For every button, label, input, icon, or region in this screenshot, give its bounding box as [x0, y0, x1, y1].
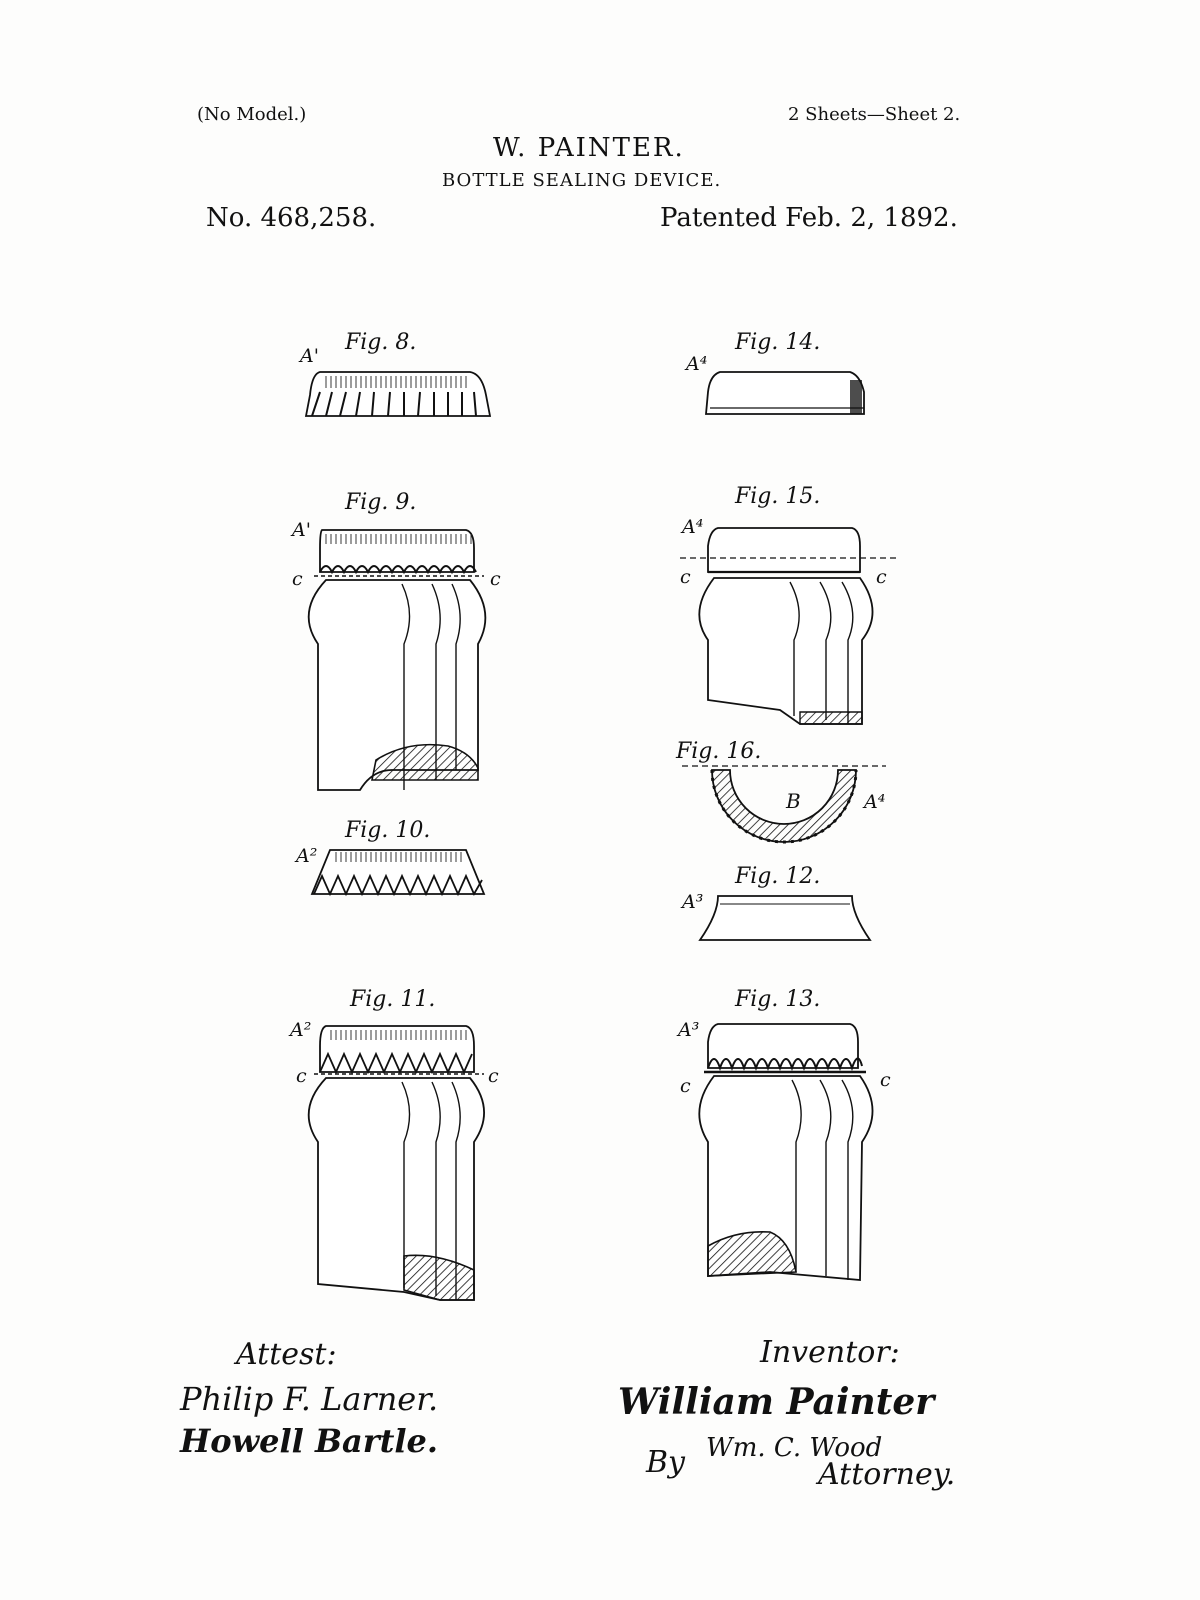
fig10-ref: A²: [296, 845, 318, 867]
fig12-label: Fig. 12.: [735, 864, 821, 889]
fig15-ref-cap: A⁴: [682, 516, 704, 538]
cap-shading: [328, 1030, 470, 1040]
signature-block: [179, 1335, 955, 1492]
fig13-label: Fig. 13.: [735, 987, 821, 1012]
fig11-ref-c-left: c: [296, 1065, 307, 1087]
sheet-count: 2 Sheets—Sheet 2.: [788, 104, 961, 125]
fig15-label: Fig. 15.: [735, 484, 821, 509]
fig14-ref: A⁴: [686, 353, 708, 375]
patent-number: No. 468,258.: [206, 203, 377, 233]
figure-9: [290, 490, 501, 790]
figure-12: [680, 864, 870, 940]
figure-14: [684, 330, 864, 414]
figure-13: [676, 987, 891, 1280]
broken-section: [800, 712, 862, 724]
figure-10: [294, 818, 484, 894]
attorney-signature: Wm. C. Wood: [706, 1433, 883, 1463]
fig9-ref-cap: A': [292, 519, 311, 541]
invention-title: BOTTLE SEALING DEVICE.: [442, 170, 722, 191]
inventor-heading: W. PAINTER.: [493, 133, 685, 163]
witness-signature-2: Howell Bartle.: [180, 1422, 439, 1460]
fig9-label: Fig. 9.: [345, 490, 417, 515]
fig16-label: Fig. 16.: [676, 739, 762, 764]
cap-fig15: [708, 528, 860, 572]
patent-date: Patented Feb. 2, 1892.: [660, 203, 958, 233]
fig11-ref-cap: A²: [290, 1019, 312, 1041]
fig10-label: Fig. 10.: [345, 818, 431, 843]
fig8-label: Fig. 8.: [345, 330, 417, 355]
fig12-ref: A³: [682, 891, 704, 913]
inventor-signature: William Painter: [618, 1381, 935, 1423]
cap-blank-fig12: [700, 896, 870, 940]
fig13-ref-cap: A³: [678, 1019, 700, 1041]
fig8-ref: A': [300, 345, 319, 367]
fig13-ref-c-left: c: [680, 1075, 691, 1097]
fig15-ref-c-right: c: [876, 566, 887, 588]
fig14-label: Fig. 14.: [735, 330, 821, 355]
figure-16: [675, 739, 886, 842]
by-label: By: [646, 1445, 685, 1480]
attorney-label: Attorney.: [818, 1457, 956, 1492]
figure-11: [288, 987, 499, 1300]
cap-shading: [322, 376, 470, 388]
fig16-ref-cap: A⁴: [864, 791, 886, 813]
fig15-ref-c-left: c: [680, 566, 691, 588]
cap-shadow: [850, 380, 862, 414]
figure-8: [298, 330, 490, 416]
fig9-ref-c-right: c: [490, 568, 501, 590]
no-model-label: (No Model.): [197, 104, 307, 125]
fig11-label: Fig. 11.: [350, 987, 436, 1012]
figure-15: [680, 484, 896, 724]
bottle-neck-fig15: [699, 578, 872, 724]
fig11-ref-c-right: c: [488, 1065, 499, 1087]
fig16-ref-b: B: [786, 789, 801, 813]
cap-shading: [332, 852, 464, 862]
fig13-ref-c-right: c: [880, 1069, 891, 1091]
inventor-label: Inventor:: [760, 1335, 900, 1370]
cap-cross-section: [712, 770, 856, 842]
fig9-ref-c-left: c: [292, 568, 303, 590]
attest-label: Attest:: [236, 1337, 337, 1372]
witness-signature-1: Philip F. Larner.: [180, 1380, 439, 1418]
cap-shading: [324, 534, 472, 544]
